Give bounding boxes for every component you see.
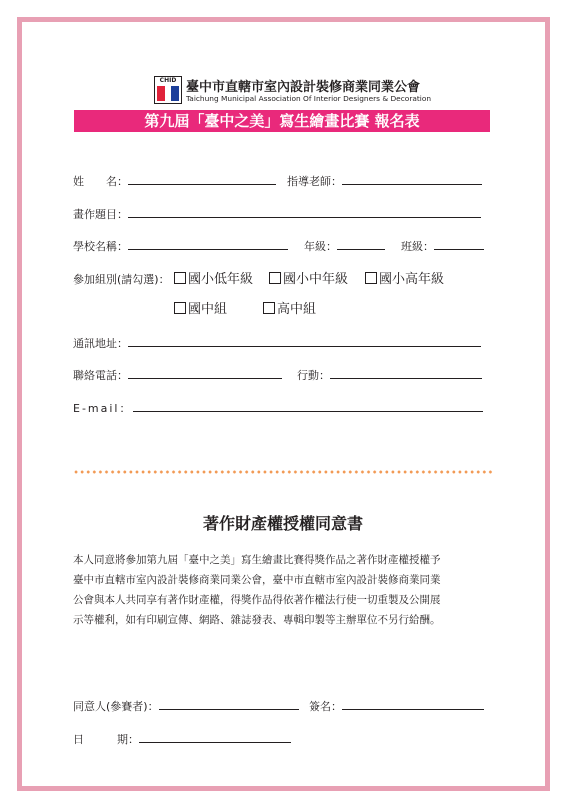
group-option-label: 國小高年級 — [379, 272, 445, 287]
class-field[interactable] — [434, 238, 484, 250]
association-logo — [154, 76, 182, 104]
dotted-divider — [73, 470, 493, 474]
email-label: E-mail： — [73, 402, 133, 415]
school-field[interactable] — [128, 238, 288, 250]
grade-row — [304, 238, 385, 254]
group-label: 參加組別(請勾選)： — [73, 273, 170, 286]
logo-blue-bar — [171, 86, 179, 101]
name-row — [73, 173, 276, 189]
group-label-row — [73, 271, 170, 287]
artwork-row — [73, 206, 481, 222]
grade-field[interactable] — [337, 238, 385, 250]
org-name-en: Taichung Municipal Association Of Interior Designers & Decoration — [186, 94, 432, 103]
address-field[interactable] — [128, 335, 481, 347]
class-label: 班級： — [401, 240, 434, 253]
phone-row — [73, 367, 282, 383]
agreement-title: 著作財產權授權同意書 — [202, 514, 363, 533]
date-field[interactable] — [139, 731, 291, 743]
mobile-row — [297, 367, 482, 383]
sign-row — [309, 698, 484, 714]
date-row — [73, 731, 291, 747]
group-option-label: 國小低年級 — [188, 272, 254, 287]
school-row — [73, 238, 288, 254]
checkbox-lower-elementary[interactable] — [174, 272, 186, 284]
form-title-banner: 第九屆「臺中之美」寫生繪畫比賽 報名表 — [74, 110, 490, 132]
teacher-field[interactable] — [342, 173, 482, 185]
email-field[interactable] — [133, 400, 483, 412]
teacher-row — [287, 173, 482, 189]
consent-label: 同意人(參賽者)： — [73, 700, 159, 713]
checkbox-middle-elementary[interactable] — [269, 272, 281, 284]
logo-red-bar — [157, 86, 165, 101]
teacher-label: 指導老師： — [287, 175, 342, 188]
org-name-zh: 臺中市直轄市室內設計裝修商業同業公會 — [186, 80, 421, 95]
consent-row — [73, 698, 299, 714]
agreement-text — [73, 550, 498, 630]
group-option-junior-high[interactable] — [174, 298, 227, 317]
name-label: 姓 名： — [73, 175, 128, 188]
consent-field[interactable] — [159, 698, 299, 710]
agreement-line: 本人同意將參加第九屆「臺中之美」寫生繪畫比賽得獎作品之著作財產權授權予 — [73, 554, 441, 566]
phone-field[interactable] — [128, 367, 282, 379]
group-option-label: 高中組 — [277, 302, 317, 317]
mobile-label: 行動： — [297, 369, 330, 382]
artwork-label: 畫作題目： — [73, 208, 128, 221]
school-label: 學校名稱： — [73, 240, 128, 253]
group-option-middle-elementary[interactable] — [269, 268, 348, 287]
logo-text: CHID — [159, 77, 177, 84]
phone-label: 聯絡電話： — [73, 369, 128, 382]
group-option-label: 國小中年級 — [283, 272, 349, 287]
date-label: 日 期： — [73, 733, 139, 746]
agreement-line: 示等權利，如有印刷宣傳、網路、雜誌發表、專輯印製等主辦單位不另行給酬。 — [73, 614, 441, 626]
checkbox-junior-high[interactable] — [174, 302, 186, 314]
mobile-field[interactable] — [330, 367, 482, 379]
address-label: 通訊地址： — [73, 337, 128, 350]
sign-field[interactable] — [342, 698, 484, 710]
grade-label: 年級： — [304, 240, 337, 253]
address-row — [73, 335, 481, 351]
agreement-line: 臺中市直轄市室內設計裝修商業同業公會，臺中市直轄市室內設計裝修商業同業 — [73, 574, 441, 586]
agreement-line: 公會與本人共同享有著作財產權，得獎作品得依著作權法行使一切重製及公開展 — [73, 594, 441, 606]
name-field[interactable] — [128, 173, 276, 185]
group-option-lower-elementary[interactable] — [174, 268, 253, 287]
email-row — [73, 400, 483, 416]
group-option-upper-elementary[interactable] — [365, 268, 444, 287]
class-row — [401, 238, 484, 254]
checkbox-senior-high[interactable] — [263, 302, 275, 314]
sign-label: 簽名： — [309, 700, 342, 713]
group-option-label: 國中組 — [188, 302, 228, 317]
checkbox-upper-elementary[interactable] — [365, 272, 377, 284]
artwork-field[interactable] — [128, 206, 481, 218]
group-option-senior-high[interactable] — [263, 298, 316, 317]
